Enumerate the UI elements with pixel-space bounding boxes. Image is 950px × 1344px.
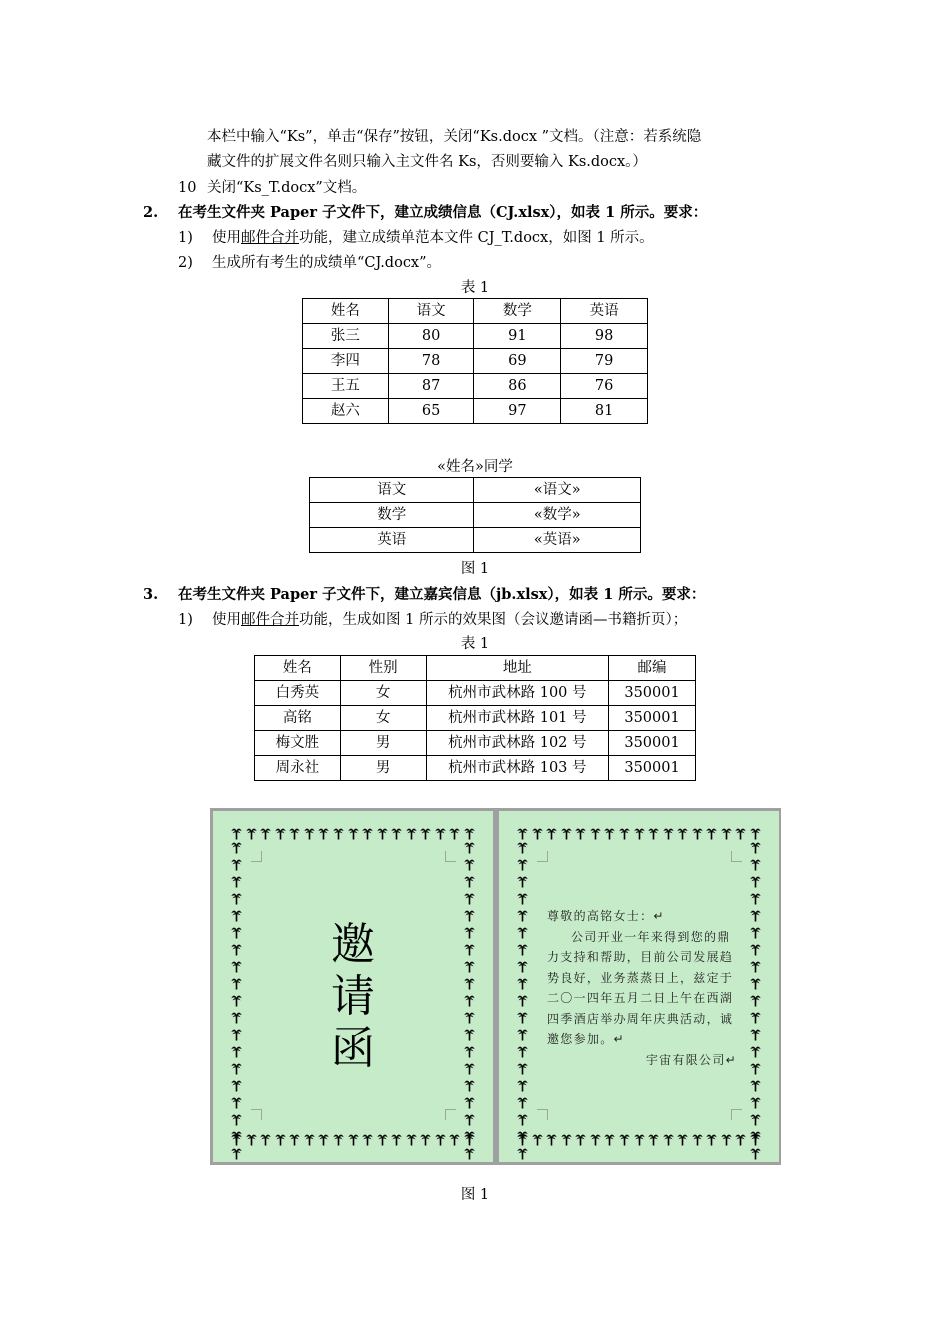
palm-tree-icon xyxy=(750,1028,761,1045)
table-cell: 女 xyxy=(340,681,426,706)
table-cell: 梅文胜 xyxy=(255,731,341,756)
palm-tree-icon xyxy=(750,1130,761,1147)
palm-tree-icon xyxy=(750,1096,761,1113)
decorative-border-bottom xyxy=(517,1133,761,1150)
crop-mark xyxy=(537,1109,548,1120)
palm-tree-icon xyxy=(464,1079,475,1096)
palm-tree-icon xyxy=(750,1079,761,1096)
palm-tree-icon xyxy=(231,1113,242,1130)
palm-tree-icon xyxy=(692,1133,703,1150)
palm-tree-icon xyxy=(464,909,475,926)
table-cell: «语文» xyxy=(474,478,641,503)
table-row xyxy=(255,681,696,706)
palm-tree-icon xyxy=(260,1133,271,1150)
section-number: 2. xyxy=(143,204,159,221)
palm-tree-icon xyxy=(246,1133,257,1150)
palm-tree-icon xyxy=(750,994,761,1011)
list-number: 2) xyxy=(178,255,193,271)
palm-tree-icon xyxy=(391,827,402,844)
decorative-border-bottom xyxy=(231,1133,475,1150)
palm-tree-icon xyxy=(590,827,601,844)
palm-tree-icon xyxy=(604,1133,615,1150)
palm-tree-icon xyxy=(750,1045,761,1062)
palm-tree-icon xyxy=(634,1133,645,1150)
table-cell: 周永社 xyxy=(255,756,341,781)
decorative-border-left xyxy=(517,841,528,1133)
palm-tree-icon xyxy=(517,1079,528,1096)
palm-tree-icon xyxy=(648,1133,659,1150)
merge-template-table xyxy=(309,477,641,553)
table-cell: 350001 xyxy=(609,706,696,731)
palm-tree-icon xyxy=(348,1133,359,1150)
palm-tree-icon xyxy=(464,1113,475,1130)
palm-tree-icon xyxy=(517,943,528,960)
mail-merge-term: 邮件合并 xyxy=(241,230,299,246)
text: 功能，建立成绩单范本文件 CJ_T.docx，如图 1 所示。 xyxy=(299,230,654,246)
table-row xyxy=(303,349,648,374)
table-cell: 350001 xyxy=(609,756,696,781)
text-line: 本栏中输入“Ks”，单击“保存”按钮，关闭“Ks.docx ”文档。（注意：若系统隐 xyxy=(207,129,702,145)
palm-tree-icon xyxy=(750,1113,761,1130)
palm-tree-icon xyxy=(231,1079,242,1096)
invitation-title xyxy=(328,919,378,1075)
table-row xyxy=(255,706,696,731)
palm-tree-icon xyxy=(231,943,242,960)
section-number: 3. xyxy=(143,586,159,603)
palm-tree-icon xyxy=(517,909,528,926)
palm-tree-icon xyxy=(275,1133,286,1150)
palm-tree-icon xyxy=(464,1096,475,1113)
palm-tree-icon xyxy=(517,875,528,892)
table-row xyxy=(303,374,648,399)
crop-mark xyxy=(445,1109,456,1120)
palm-tree-icon xyxy=(750,909,761,926)
table-cell: 地址 xyxy=(426,656,609,681)
table-cell: 语文 xyxy=(388,299,474,324)
palm-tree-icon xyxy=(517,892,528,909)
palm-tree-icon xyxy=(231,1062,242,1079)
table-cell: 白秀英 xyxy=(255,681,341,706)
table-cell: 张三 xyxy=(303,324,389,349)
palm-tree-icon xyxy=(318,827,329,844)
palm-tree-icon xyxy=(406,1133,417,1150)
palm-tree-icon xyxy=(735,827,746,844)
title-char: 请 xyxy=(331,971,375,1022)
palm-tree-icon xyxy=(231,1045,242,1062)
palm-tree-icon xyxy=(517,841,528,858)
table-cell: 69 xyxy=(474,349,561,374)
palm-tree-icon xyxy=(289,1133,300,1150)
crop-mark xyxy=(251,851,262,862)
palm-tree-icon xyxy=(546,1133,557,1150)
palm-tree-icon xyxy=(692,827,703,844)
palm-tree-icon xyxy=(231,875,242,892)
scores-table xyxy=(302,298,648,424)
table-cell: 80 xyxy=(388,324,474,349)
table-row xyxy=(310,478,641,503)
palm-tree-icon xyxy=(677,827,688,844)
palm-tree-icon xyxy=(464,943,475,960)
table-cell: 78 xyxy=(388,349,474,374)
table-cell: 李四 xyxy=(303,349,389,374)
table-header-row xyxy=(255,656,696,681)
palm-tree-icon xyxy=(677,1133,688,1150)
palm-tree-icon xyxy=(561,827,572,844)
palm-tree-icon xyxy=(231,1147,242,1162)
table-cell: 杭州市武林路 100 号 xyxy=(426,681,609,706)
list-number: 10 xyxy=(178,180,197,196)
palm-tree-icon xyxy=(721,1133,732,1150)
palm-tree-icon xyxy=(517,1062,528,1079)
palm-tree-icon xyxy=(619,827,630,844)
palm-tree-icon xyxy=(246,827,257,844)
palm-tree-icon xyxy=(590,1133,601,1150)
palm-tree-icon xyxy=(406,827,417,844)
decorative-border-left xyxy=(231,841,242,1133)
palm-tree-icon xyxy=(275,827,286,844)
palm-tree-icon xyxy=(663,1133,674,1150)
letter-body: 公司开业一年来得到您的鼎力支持和帮助，目前公司发展趋势良好，业务蒸蒸日上，兹定于二〇一四年五月二日上午在西湖四季酒店举办周年庆典活动，诚邀您参加。↵ xyxy=(547,929,734,1046)
invitation-letter-panel xyxy=(499,811,779,1162)
palm-tree-icon xyxy=(435,1133,446,1150)
invitation-figure xyxy=(210,808,781,1165)
palm-tree-icon xyxy=(517,1130,528,1147)
palm-tree-icon xyxy=(464,994,475,1011)
decorative-border-top xyxy=(517,827,761,844)
palm-tree-icon xyxy=(260,827,271,844)
palm-tree-icon xyxy=(706,1133,717,1150)
palm-tree-icon xyxy=(517,1113,528,1130)
palm-tree-icon xyxy=(517,977,528,994)
letter-greeting: 尊敬的高铭女士：↵ xyxy=(547,909,665,923)
table-caption: 表 1 xyxy=(460,636,490,652)
palm-tree-icon xyxy=(750,960,761,977)
table-row xyxy=(303,399,648,424)
table-cell: «英语» xyxy=(474,528,641,553)
list-number: 1) xyxy=(178,230,193,246)
palm-tree-icon xyxy=(750,1147,761,1162)
palm-tree-icon xyxy=(750,926,761,943)
palm-tree-icon xyxy=(517,994,528,1011)
palm-tree-icon xyxy=(449,827,460,844)
table-cell: 语文 xyxy=(310,478,474,503)
palm-tree-icon xyxy=(231,1096,242,1113)
palm-tree-icon xyxy=(750,977,761,994)
palm-tree-icon xyxy=(750,1011,761,1028)
palm-tree-icon xyxy=(231,926,242,943)
palm-tree-icon xyxy=(706,827,717,844)
table-cell: 76 xyxy=(561,374,648,399)
palm-tree-icon xyxy=(362,827,373,844)
palm-tree-icon xyxy=(750,841,761,858)
invitation-letter xyxy=(547,906,737,1070)
palm-tree-icon xyxy=(464,1062,475,1079)
palm-tree-icon xyxy=(231,960,242,977)
table-cell: 350001 xyxy=(609,731,696,756)
palm-tree-icon xyxy=(464,858,475,875)
text-line: 藏文件的扩展文件名则只输入主文件名 Ks，否则要输入 Ks.docx。） xyxy=(207,154,647,170)
section-heading: 在考生文件夹 Paper 子文件下，建立嘉宾信息（jb.xlsx），如表 1 所示。要求： xyxy=(178,586,706,603)
palm-tree-icon xyxy=(634,827,645,844)
palm-tree-icon xyxy=(464,1147,475,1162)
table-cell: 86 xyxy=(474,374,561,399)
table-row xyxy=(255,731,696,756)
palm-tree-icon xyxy=(231,994,242,1011)
text: 使用 xyxy=(212,230,241,246)
palm-tree-icon xyxy=(464,1130,475,1147)
table-cell: 杭州市武林路 102 号 xyxy=(426,731,609,756)
table-cell: 91 xyxy=(474,324,561,349)
palm-tree-icon xyxy=(619,1133,630,1150)
table-cell: 350001 xyxy=(609,681,696,706)
table-cell: 98 xyxy=(561,324,648,349)
palm-tree-icon xyxy=(420,1133,431,1150)
title-char: 函 xyxy=(331,1023,375,1074)
palm-tree-icon xyxy=(464,1011,475,1028)
palm-tree-icon xyxy=(532,827,543,844)
palm-tree-icon xyxy=(231,892,242,909)
palm-tree-icon xyxy=(464,1045,475,1062)
palm-tree-icon xyxy=(333,827,344,844)
crop-mark xyxy=(251,1109,262,1120)
palm-tree-icon xyxy=(231,977,242,994)
palm-tree-icon xyxy=(333,1133,344,1150)
mail-merge-term: 邮件合并 xyxy=(241,612,299,628)
table-cell: 英语 xyxy=(310,528,474,553)
palm-tree-icon xyxy=(575,827,586,844)
text-line: 关闭“Ks_T.docx”文档。 xyxy=(207,180,367,196)
palm-tree-icon xyxy=(735,1133,746,1150)
table-cell: 79 xyxy=(561,349,648,374)
palm-tree-icon xyxy=(318,1133,329,1150)
palm-tree-icon xyxy=(532,1133,543,1150)
palm-tree-icon xyxy=(750,1062,761,1079)
decorative-border-right xyxy=(750,841,761,1133)
palm-tree-icon xyxy=(750,875,761,892)
table-cell: 高铭 xyxy=(255,706,341,731)
crop-mark xyxy=(731,851,742,862)
palm-tree-icon xyxy=(464,977,475,994)
crop-mark xyxy=(731,1109,742,1120)
table-cell: 81 xyxy=(561,399,648,424)
palm-tree-icon xyxy=(304,827,315,844)
list-item: 生成所有考生的成绩单“CJ.docx”。 xyxy=(212,255,442,271)
list-number: 1) xyxy=(178,612,193,628)
table-cell: «数学» xyxy=(474,503,641,528)
palm-tree-icon xyxy=(750,892,761,909)
list-item xyxy=(212,228,654,248)
palm-tree-icon xyxy=(517,858,528,875)
table-cell: 97 xyxy=(474,399,561,424)
palm-tree-icon xyxy=(721,827,732,844)
table-row xyxy=(303,324,648,349)
palm-tree-icon xyxy=(231,1130,242,1147)
table-cell: 性别 xyxy=(340,656,426,681)
table-cell: 赵六 xyxy=(303,399,389,424)
list-item xyxy=(212,610,687,630)
table-cell: 王五 xyxy=(303,374,389,399)
palm-tree-icon xyxy=(648,827,659,844)
letter-signature: 宇宙有限公司↵ xyxy=(645,1052,737,1067)
table-header-row xyxy=(303,299,648,324)
palm-tree-icon xyxy=(663,827,674,844)
palm-tree-icon xyxy=(517,1096,528,1113)
palm-tree-icon xyxy=(464,926,475,943)
palm-tree-icon xyxy=(575,1133,586,1150)
text: 功能，生成如图 1 所示的效果图（会议邀请函—书籍折页）； xyxy=(299,612,688,628)
title-char: 邀 xyxy=(331,919,375,970)
palm-tree-icon xyxy=(348,827,359,844)
table-cell: 65 xyxy=(388,399,474,424)
merge-title: «姓名»同学 xyxy=(437,459,513,475)
table-cell: 杭州市武林路 103 号 xyxy=(426,756,609,781)
palm-tree-icon xyxy=(750,858,761,875)
palm-tree-icon xyxy=(546,827,557,844)
table-caption: 表 1 xyxy=(460,280,490,296)
table-cell: 数学 xyxy=(310,503,474,528)
palm-tree-icon xyxy=(391,1133,402,1150)
palm-tree-icon xyxy=(377,827,388,844)
palm-tree-icon xyxy=(231,858,242,875)
table-cell: 英语 xyxy=(561,299,648,324)
decorative-border-right xyxy=(464,841,475,1133)
palm-tree-icon xyxy=(449,1133,460,1150)
palm-tree-icon xyxy=(420,827,431,844)
palm-tree-icon xyxy=(750,943,761,960)
figure-caption: 图 1 xyxy=(460,561,490,577)
palm-tree-icon xyxy=(304,1133,315,1150)
table-cell: 女 xyxy=(340,706,426,731)
table-cell: 姓名 xyxy=(303,299,389,324)
palm-tree-icon xyxy=(377,1133,388,1150)
palm-tree-icon xyxy=(231,1011,242,1028)
table-cell: 87 xyxy=(388,374,474,399)
table-cell: 杭州市武林路 101 号 xyxy=(426,706,609,731)
figure-caption: 图 1 xyxy=(460,1187,490,1203)
crop-mark xyxy=(537,851,548,862)
palm-tree-icon xyxy=(464,892,475,909)
table-row xyxy=(310,503,641,528)
palm-tree-icon xyxy=(464,875,475,892)
section-heading: 在考生文件夹 Paper 子文件下，建立成绩信息（CJ.xlsx），如表 1 所示。要求： xyxy=(178,204,708,221)
palm-tree-icon xyxy=(464,1028,475,1045)
table-cell: 姓名 xyxy=(255,656,341,681)
table-row xyxy=(310,528,641,553)
text: 使用 xyxy=(212,612,241,628)
palm-tree-icon xyxy=(435,827,446,844)
palm-tree-icon xyxy=(561,1133,572,1150)
palm-tree-icon xyxy=(517,960,528,977)
crop-mark xyxy=(445,851,456,862)
palm-tree-icon xyxy=(517,1147,528,1162)
palm-tree-icon xyxy=(231,909,242,926)
palm-tree-icon xyxy=(517,1028,528,1045)
palm-tree-icon xyxy=(517,926,528,943)
table-row xyxy=(255,756,696,781)
palm-tree-icon xyxy=(289,827,300,844)
table-cell: 男 xyxy=(340,731,426,756)
palm-tree-icon xyxy=(604,827,615,844)
palm-tree-icon xyxy=(362,1133,373,1150)
palm-tree-icon xyxy=(464,960,475,977)
palm-tree-icon xyxy=(231,1028,242,1045)
table-cell: 男 xyxy=(340,756,426,781)
palm-tree-icon xyxy=(517,1011,528,1028)
table-cell: 邮编 xyxy=(609,656,696,681)
table-cell: 数学 xyxy=(474,299,561,324)
guests-table xyxy=(254,655,696,781)
palm-tree-icon xyxy=(517,1045,528,1062)
palm-tree-icon xyxy=(464,841,475,858)
invitation-cover-panel xyxy=(213,811,493,1162)
decorative-border-top xyxy=(231,827,475,844)
palm-tree-icon xyxy=(231,841,242,858)
